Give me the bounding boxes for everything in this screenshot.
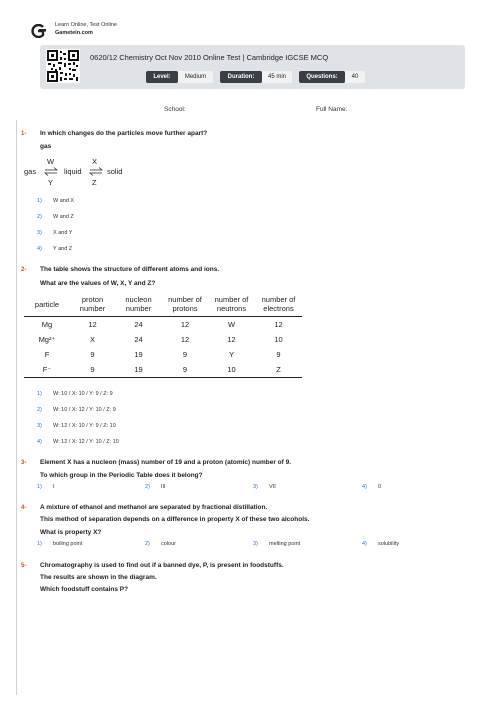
table-cell: Mg²⁺ bbox=[38, 335, 56, 344]
option-number: 4) bbox=[37, 246, 42, 252]
table-cell: F⁻ bbox=[24, 362, 70, 378]
brand-site[interactable]: Gametein.com bbox=[55, 30, 93, 36]
question-number: 4- bbox=[21, 505, 27, 511]
question-text: Element X has a nucleon (mass) number of 19 and a proton (atomic) number of 9. bbox=[40, 459, 292, 466]
option[interactable] bbox=[253, 484, 353, 493]
option[interactable] bbox=[37, 484, 137, 493]
question-subtext: To which group in the Periodic Table does it belong? bbox=[40, 472, 203, 479]
option-text: melting point bbox=[269, 541, 301, 547]
option-text: boiling point bbox=[53, 541, 83, 547]
site-logo[interactable] bbox=[30, 24, 46, 38]
table-cell: 9 bbox=[90, 350, 95, 359]
question-number: 5- bbox=[21, 563, 27, 569]
option[interactable] bbox=[362, 541, 462, 550]
equilibrium-arrow-icon bbox=[44, 167, 58, 176]
page-title: 0620/12 Chemistry Oct Nov 2010 Online Test | Cambridge IGCSE MCQ bbox=[90, 53, 329, 62]
option-text: solubility bbox=[378, 541, 400, 547]
question-text: A mixture of ethanol and methanol are separated by fractional distillation. bbox=[40, 504, 268, 511]
column-header: proton number bbox=[70, 292, 115, 317]
table-cell: 24 bbox=[134, 335, 143, 344]
question-subtext: The results are shown in the diagram. bbox=[40, 574, 157, 581]
question-subtext: Which foodstuff contains P? bbox=[40, 586, 129, 593]
questions-value: 40 bbox=[345, 71, 365, 83]
question-text: Chromatography is used to find out if a banned dye, P, is present in foodstuffs. bbox=[40, 562, 284, 569]
level-label: Level: bbox=[146, 71, 178, 83]
duration-value: 45 min bbox=[262, 71, 292, 83]
table-cell: W bbox=[227, 320, 236, 329]
margin-line bbox=[16, 120, 17, 695]
option-text: colour bbox=[161, 541, 176, 547]
option[interactable] bbox=[362, 484, 462, 493]
option-number: 3) bbox=[37, 423, 42, 429]
option-number: 1) bbox=[37, 198, 42, 204]
option[interactable] bbox=[37, 423, 237, 432]
equilibrium-arrow-icon bbox=[89, 167, 103, 176]
option[interactable] bbox=[37, 541, 137, 550]
table-cell: Y bbox=[228, 350, 234, 359]
table-cell: 9 bbox=[70, 362, 115, 378]
question-text: The table shows the structure of different atoms and ions. bbox=[40, 266, 220, 273]
level-value: Medium bbox=[178, 71, 213, 83]
option[interactable] bbox=[37, 439, 237, 448]
option-text: W: 12 / X: 12 / Y: 10 / Z: 10 bbox=[53, 439, 119, 445]
table-cell: 12 bbox=[180, 320, 190, 329]
diagram-Y: Y bbox=[48, 178, 54, 187]
option-text: 0 bbox=[378, 484, 382, 490]
question-subtext: This method of separation depends on a difference in property X of these two alcohols. bbox=[40, 516, 310, 523]
question-subtext: gas bbox=[40, 143, 52, 150]
table-cell: 9 bbox=[276, 350, 281, 359]
option-number: 2) bbox=[37, 214, 42, 220]
qr-code[interactable] bbox=[46, 49, 80, 83]
table-cell: F bbox=[44, 350, 50, 359]
option[interactable] bbox=[37, 391, 237, 400]
option-number: 4) bbox=[37, 439, 42, 445]
column-header: nucleon number bbox=[115, 292, 162, 317]
option-text: W: 10 / X: 10 / Y: 9 / Z: 9 bbox=[53, 391, 113, 397]
option[interactable] bbox=[253, 541, 353, 550]
gametein-logo-icon bbox=[30, 24, 46, 38]
table-row bbox=[24, 347, 302, 362]
question-subtext: What is property X? bbox=[40, 529, 102, 536]
option-text: Y and Z bbox=[53, 246, 73, 252]
column-header: number of electrons bbox=[255, 292, 302, 317]
duration-label: Duration: bbox=[220, 71, 262, 83]
question-number: 2- bbox=[21, 267, 27, 273]
option-number: 4) bbox=[362, 484, 367, 490]
column-header: particle bbox=[24, 292, 70, 317]
option-text: W and Z bbox=[53, 214, 74, 220]
diagram-gas: gas bbox=[24, 167, 37, 176]
option[interactable] bbox=[37, 407, 237, 416]
option-text: III bbox=[161, 484, 166, 490]
table-cell: 9 bbox=[162, 362, 208, 378]
school-label: School: bbox=[164, 106, 186, 113]
question-number: 1- bbox=[21, 131, 27, 137]
table-cell: 19 bbox=[134, 350, 143, 359]
option[interactable] bbox=[37, 230, 237, 239]
option-text: VII bbox=[269, 484, 276, 490]
option[interactable] bbox=[145, 541, 245, 550]
table-cell: 24 bbox=[134, 320, 143, 329]
option-number: 3) bbox=[253, 541, 258, 547]
questions-label: Questions: bbox=[299, 71, 345, 83]
qr-code-icon bbox=[46, 49, 80, 83]
table-cell: 10 bbox=[208, 362, 255, 378]
option-number: 4) bbox=[362, 541, 367, 547]
table-cell: 12 bbox=[227, 335, 236, 344]
brand-tagline: Learn Online, Test Online bbox=[55, 22, 117, 28]
table-cell: 12 bbox=[274, 320, 283, 329]
table-cell: Z bbox=[255, 362, 302, 378]
option-text: W and X bbox=[53, 198, 75, 204]
option-text: W: 10 / X: 12 / Y: 10 / Z: 9 bbox=[53, 407, 116, 413]
question-number: 3- bbox=[21, 460, 27, 466]
diagram-W: W bbox=[47, 157, 55, 166]
diagram-Z: Z bbox=[92, 178, 97, 187]
table-cell: 10 bbox=[274, 335, 283, 344]
option-text: I bbox=[53, 484, 55, 490]
option[interactable] bbox=[37, 214, 237, 223]
diagram-solid: solid bbox=[107, 167, 123, 176]
option-text: W: 12 / X: 10 / Y: 9 / Z: 10 bbox=[53, 423, 116, 429]
option-number: 3) bbox=[253, 484, 258, 490]
option-text: X and Y bbox=[53, 230, 73, 236]
table-row bbox=[24, 362, 302, 378]
option[interactable] bbox=[145, 484, 245, 493]
table-row bbox=[24, 332, 302, 347]
option-number: 2) bbox=[145, 484, 150, 490]
option-number: 3) bbox=[37, 230, 42, 236]
option-number: 1) bbox=[37, 391, 42, 397]
table-row bbox=[24, 317, 302, 333]
option-number: 1) bbox=[37, 541, 42, 547]
table-cell: X bbox=[89, 335, 95, 344]
table-header-row bbox=[24, 292, 302, 317]
atom-structure-table bbox=[24, 292, 302, 378]
question-text: In which changes do the particles move further apart? bbox=[40, 130, 208, 137]
diagram-liquid: liquid bbox=[64, 167, 82, 176]
option-number: 2) bbox=[37, 407, 42, 413]
table-cell: Mg bbox=[41, 320, 53, 329]
table-cell: 9 bbox=[182, 350, 188, 359]
question-subtext: What are the values of W, X, Y and Z? bbox=[40, 280, 156, 287]
state-change-diagram bbox=[24, 155, 134, 189]
column-header: number of protons bbox=[162, 292, 208, 317]
option[interactable] bbox=[37, 198, 237, 207]
table-cell: 12 bbox=[180, 335, 190, 344]
column-header: number of neutrons bbox=[208, 292, 255, 317]
table-cell: 12 bbox=[88, 320, 97, 329]
full-name-label: Full Name: bbox=[316, 106, 348, 113]
diagram-X: X bbox=[92, 157, 98, 166]
option-number: 1) bbox=[37, 484, 42, 490]
table-cell: 19 bbox=[115, 362, 162, 378]
option[interactable] bbox=[37, 246, 237, 255]
option-number: 2) bbox=[145, 541, 150, 547]
